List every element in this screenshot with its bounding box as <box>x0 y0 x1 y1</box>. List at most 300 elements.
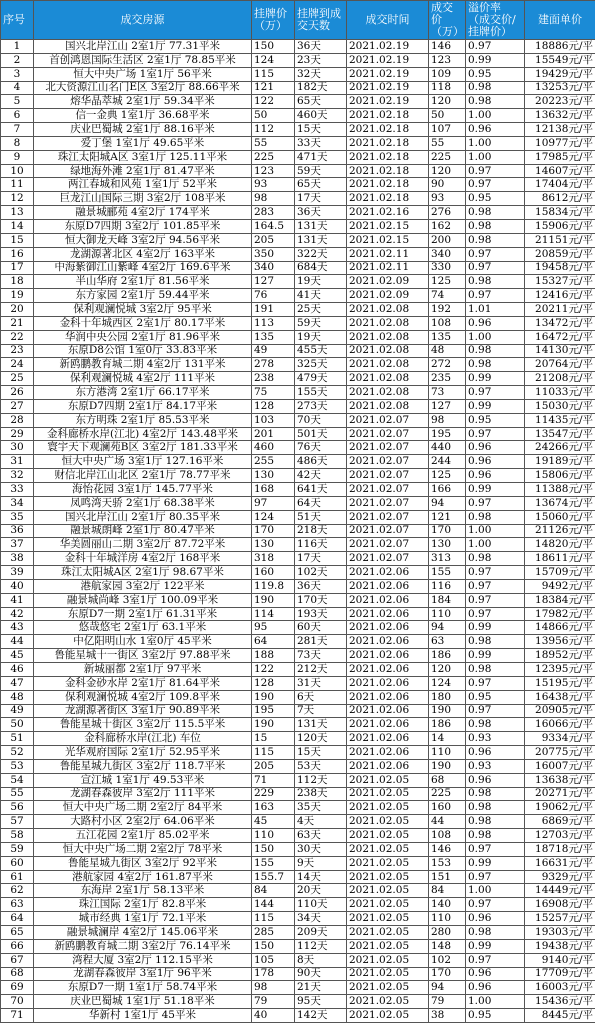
list-price-cell: 71 <box>252 773 295 787</box>
list-price-cell: 127 <box>252 275 295 289</box>
days-cell: 42天 <box>295 469 347 483</box>
deal-date-cell: 2021.02.05 <box>347 939 429 953</box>
deal-date-cell: 2021.02.06 <box>347 635 429 649</box>
deal-price-cell: 94 <box>429 621 466 635</box>
premium-rate-cell: 0.98 <box>466 829 525 843</box>
deal-date-cell: 2021.02.15 <box>347 233 429 247</box>
deal-price-cell: 160 <box>429 801 466 815</box>
deal-price-cell: 94 <box>429 496 466 510</box>
row-index-cell: 58 <box>1 829 34 843</box>
table-row <box>1 524 595 538</box>
list-price-cell: 350 <box>252 247 295 261</box>
days-cell: 120天 <box>295 732 347 746</box>
days-cell: 131天 <box>295 718 347 732</box>
listing-cell: 东方港湾 2室1厅 66.17平米 <box>34 386 252 400</box>
deal-date-cell: 2021.02.05 <box>347 815 429 829</box>
unit-price-cell: 17985元/平 <box>525 150 595 164</box>
premium-rate-cell: 0.95 <box>466 67 525 81</box>
listing-cell: 海怡花园 3室1厅 145.77平米 <box>34 483 252 497</box>
table-row <box>1 690 595 704</box>
table-row <box>1 399 595 413</box>
unit-price-cell: 8612元/平 <box>525 192 595 206</box>
deal-date-cell: 2021.02.18 <box>347 109 429 123</box>
row-index-cell: 14 <box>1 219 34 233</box>
list-price-cell: 155 <box>252 856 295 870</box>
deal-date-cell: 2021.02.05 <box>347 773 429 787</box>
days-cell: 218天 <box>295 524 347 538</box>
deal-date-cell: 2021.02.06 <box>347 732 429 746</box>
table-row <box>1 815 595 829</box>
deal-price-cell: 125 <box>429 275 466 289</box>
deal-price-cell: 130 <box>429 538 466 552</box>
premium-rate-cell: 0.95 <box>466 192 525 206</box>
list-price-cell: 112 <box>252 123 295 137</box>
list-price-cell: 122 <box>252 95 295 109</box>
deal-date-cell: 2021.02.06 <box>347 690 429 704</box>
deal-price-cell: 120 <box>429 662 466 676</box>
table-body <box>1 40 595 1023</box>
table-row <box>1 81 595 95</box>
row-index-cell: 68 <box>1 967 34 981</box>
list-price-cell: 79 <box>252 995 295 1009</box>
premium-rate-cell: 0.98 <box>466 344 525 358</box>
days-cell: 65天 <box>295 178 347 192</box>
deal-date-cell: 2021.02.18 <box>347 123 429 137</box>
days-cell: 641天 <box>295 483 347 497</box>
list-price-cell: 55 <box>252 136 295 150</box>
listing-cell: 庆业巴蜀城 1室1厅 51.18平米 <box>34 995 252 1009</box>
unit-price-cell: 15195元/平 <box>525 676 595 690</box>
listing-cell: 东海岸 2室1厅 58.13平米 <box>34 884 252 898</box>
deal-price-cell: 276 <box>429 206 466 220</box>
list-price-cell: 160 <box>252 566 295 580</box>
premium-rate-cell: 0.96 <box>466 912 525 926</box>
deal-date-cell: 2021.02.07 <box>347 552 429 566</box>
table-row <box>1 995 595 1009</box>
unit-price-cell: 9140元/平 <box>525 953 595 967</box>
table-row <box>1 676 595 690</box>
listing-cell: 保利观澜悦城 4室2厅 109.8平米 <box>34 690 252 704</box>
table-row <box>1 773 595 787</box>
premium-rate-cell: 0.97 <box>466 593 525 607</box>
listing-cell: 鲁能星城十街区 3室2厅 115.5平米 <box>34 718 252 732</box>
listing-cell: 新鸥鹏教育城二期 3室2厅 76.14平米 <box>34 939 252 953</box>
list-price-cell: 75 <box>252 386 295 400</box>
table-row <box>1 164 595 178</box>
list-price-cell: 191 <box>252 303 295 317</box>
days-cell: 65天 <box>295 95 347 109</box>
deal-date-cell: 2021.02.19 <box>347 53 429 67</box>
listing-cell: 中海紫御江山紫峰 4室2厅 169.6平米 <box>34 261 252 275</box>
unit-price-cell: 20223元/平 <box>525 95 595 109</box>
list-price-cell: 40 <box>252 1009 295 1023</box>
unit-price-cell: 15436元/平 <box>525 995 595 1009</box>
listing-cell: 融景城朗峰 2室1厅 80.47平米 <box>34 524 252 538</box>
deal-price-cell: 190 <box>429 704 466 718</box>
days-cell: 15天 <box>295 123 347 137</box>
days-cell: 142天 <box>295 1009 347 1023</box>
premium-rate-cell: 0.97 <box>466 289 525 303</box>
deal-date-cell: 2021.02.05 <box>347 1009 429 1023</box>
table-row <box>1 787 595 801</box>
days-cell: 112天 <box>295 939 347 953</box>
unit-price-cell: 18384元/平 <box>525 593 595 607</box>
table-row <box>1 40 595 54</box>
unit-price-cell: 16438元/平 <box>525 690 595 704</box>
deal-date-cell: 2021.02.06 <box>347 746 429 760</box>
premium-rate-cell: 0.97 <box>466 566 525 580</box>
premium-rate-cell: 0.99 <box>466 856 525 870</box>
table-row <box>1 552 595 566</box>
header-row <box>1 1 595 40</box>
listing-cell: 城市经典 1室1厅 72.1平米 <box>34 912 252 926</box>
unit-price-cell: 17982元/平 <box>525 607 595 621</box>
unit-price-cell: 8445元/平 <box>525 1009 595 1023</box>
days-cell: 70天 <box>295 413 347 427</box>
days-cell: 479天 <box>295 372 347 386</box>
table-row <box>1 275 595 289</box>
table-row <box>1 413 595 427</box>
unit-price-cell: 11435元/平 <box>525 413 595 427</box>
list-price-cell: 195 <box>252 704 295 718</box>
list-price-cell: 115 <box>252 912 295 926</box>
deal-date-cell: 2021.02.06 <box>347 718 429 732</box>
row-index-cell: 50 <box>1 718 34 732</box>
premium-rate-cell: 1.00 <box>466 330 525 344</box>
deal-price-cell: 135 <box>429 330 466 344</box>
days-cell: 14天 <box>295 870 347 884</box>
days-cell: 59天 <box>295 164 347 178</box>
table-row <box>1 53 595 67</box>
deal-price-cell: 55 <box>429 136 466 150</box>
deal-date-cell: 2021.02.11 <box>347 247 429 261</box>
list-price-cell: 201 <box>252 427 295 441</box>
row-index-cell: 61 <box>1 870 34 884</box>
listing-cell: 金科十年城洋房 4室2厅 168平米 <box>34 552 252 566</box>
deal-date-cell: 2021.02.18 <box>347 150 429 164</box>
days-cell: 15天 <box>295 746 347 760</box>
unit-price-cell: 19303元/平 <box>525 926 595 940</box>
days-cell: 36天 <box>295 206 347 220</box>
unit-price-cell: 15549元/平 <box>525 53 595 67</box>
table-row <box>1 441 595 455</box>
deal-price-cell: 94 <box>429 981 466 995</box>
table-row <box>1 372 595 386</box>
premium-rate-cell: 0.97 <box>466 261 525 275</box>
days-cell: 31天 <box>295 676 347 690</box>
table-row <box>1 856 595 870</box>
days-cell: 19天 <box>295 275 347 289</box>
table-row <box>1 192 595 206</box>
days-cell: 112天 <box>295 773 347 787</box>
days-cell: 36天 <box>295 579 347 593</box>
deal-date-cell: 2021.02.06 <box>347 759 429 773</box>
row-index-cell: 52 <box>1 746 34 760</box>
table-row <box>1 427 595 441</box>
unit-price-cell: 16472元/平 <box>525 330 595 344</box>
premium-rate-cell: 0.98 <box>466 358 525 372</box>
days-cell: 455天 <box>295 344 347 358</box>
premium-rate-cell: 1.00 <box>466 150 525 164</box>
deal-date-cell: 2021.02.05 <box>347 842 429 856</box>
row-index-cell: 16 <box>1 247 34 261</box>
deal-date-cell: 2021.02.07 <box>347 524 429 538</box>
table-row <box>1 219 595 233</box>
deal-date-cell: 2021.02.09 <box>347 289 429 303</box>
deal-price-cell: 38 <box>429 1009 466 1023</box>
listing-cell: 龙湖春森彼岸 3室1厅 96平米 <box>34 967 252 981</box>
table-row <box>1 316 595 330</box>
row-index-cell: 53 <box>1 759 34 773</box>
row-index-cell: 1 <box>1 40 34 54</box>
unit-price-cell: 19438元/平 <box>525 939 595 953</box>
deal-price-cell: 170 <box>429 524 466 538</box>
row-index-cell: 48 <box>1 690 34 704</box>
listing-cell: 龙湖春森彼岸 3室2厅 111平米 <box>34 787 252 801</box>
deal-date-cell: 2021.02.05 <box>347 870 429 884</box>
days-cell: 281天 <box>295 635 347 649</box>
row-index-cell: 19 <box>1 289 34 303</box>
list-price-cell: 318 <box>252 552 295 566</box>
unit-price-cell: 18718元/平 <box>525 842 595 856</box>
row-index-cell: 10 <box>1 164 34 178</box>
list-price-cell: 98 <box>252 981 295 995</box>
deal-price-cell: 166 <box>429 483 466 497</box>
row-index-cell: 18 <box>1 275 34 289</box>
listing-cell: 金科金砂水岸 2室1厅 81.64平米 <box>34 676 252 690</box>
row-index-cell: 27 <box>1 399 34 413</box>
premium-rate-cell: 1.00 <box>466 884 525 898</box>
premium-rate-cell: 0.97 <box>466 704 525 718</box>
days-cell: 209天 <box>295 926 347 940</box>
premium-rate-cell: 0.99 <box>466 53 525 67</box>
listing-cell: 巨龙江山国际三期 3室2厅 108平米 <box>34 192 252 206</box>
premium-rate-cell: 0.93 <box>466 759 525 773</box>
list-price-cell: 135 <box>252 330 295 344</box>
header-unit-price: 建面单价 <box>525 1 595 40</box>
listing-cell: 新鸥鹏教育城二期 4室2厅 131平米 <box>34 358 252 372</box>
unit-price-cell: 13674元/平 <box>525 496 595 510</box>
row-index-cell: 24 <box>1 358 34 372</box>
list-price-cell: 225 <box>252 150 295 164</box>
deal-price-cell: 330 <box>429 261 466 275</box>
deal-date-cell: 2021.02.05 <box>347 953 429 967</box>
premium-rate-cell: 0.97 <box>466 676 525 690</box>
listing-cell: 华新村 1室1厅 45平米 <box>34 1009 252 1023</box>
deal-date-cell: 2021.02.08 <box>347 330 429 344</box>
row-index-cell: 41 <box>1 593 34 607</box>
unit-price-cell: 15709元/平 <box>525 566 595 580</box>
premium-rate-cell: 1.00 <box>466 136 525 150</box>
table-row <box>1 95 595 109</box>
listing-cell: 鲁能星城九街区 3室2厅 118.7平米 <box>34 759 252 773</box>
listing-cell: 鲁能星城十一街区 3室2厅 97.88平米 <box>34 649 252 663</box>
deal-price-cell: 140 <box>429 898 466 912</box>
listing-cell: 湾程大厦 3室2厅 112.15平米 <box>34 953 252 967</box>
table-row <box>1 233 595 247</box>
list-price-cell: 168 <box>252 483 295 497</box>
days-cell: 90天 <box>295 967 347 981</box>
table-row <box>1 386 595 400</box>
premium-rate-cell: 0.99 <box>466 483 525 497</box>
unit-price-cell: 19458元/平 <box>525 261 595 275</box>
deal-price-cell: 118 <box>429 81 466 95</box>
list-price-cell: 190 <box>252 718 295 732</box>
row-index-cell: 20 <box>1 303 34 317</box>
table-row <box>1 621 595 635</box>
table-row <box>1 344 595 358</box>
row-index-cell: 22 <box>1 330 34 344</box>
list-price-cell: 170 <box>252 524 295 538</box>
list-price-cell: 150 <box>252 40 295 54</box>
days-cell: 9天 <box>295 856 347 870</box>
deal-date-cell: 2021.02.07 <box>347 510 429 524</box>
deal-date-cell: 2021.02.05 <box>347 967 429 981</box>
table-row <box>1 123 595 137</box>
premium-rate-cell: 0.97 <box>466 898 525 912</box>
days-cell: 76天 <box>295 441 347 455</box>
deal-price-cell: 155 <box>429 566 466 580</box>
deal-date-cell: 2021.02.05 <box>347 884 429 898</box>
listing-cell: 东原D7四期 2室1厅 84.17平米 <box>34 399 252 413</box>
listing-cell: 首创鸿恩国际生活区 2室1厅 78.85平米 <box>34 53 252 67</box>
days-cell: 63天 <box>295 829 347 843</box>
listing-cell: 华美圆丽山二期 3室2厅 87.72平米 <box>34 538 252 552</box>
deal-date-cell: 2021.02.08 <box>347 358 429 372</box>
days-cell: 4天 <box>295 815 347 829</box>
listing-cell: 财信北岸江山北区 2室1厅 78.77平米 <box>34 469 252 483</box>
listing-cell: 绿地海外滩 2室1厅 81.47平米 <box>34 164 252 178</box>
deal-date-cell: 2021.02.05 <box>347 898 429 912</box>
list-price-cell: 190 <box>252 593 295 607</box>
list-price-cell: 124 <box>252 53 295 67</box>
list-price-cell: 76 <box>252 289 295 303</box>
header-deal-price: 成交价（万） <box>429 1 466 40</box>
table-row <box>1 538 595 552</box>
listing-cell: 东原D7一期 2室1厅 61.31平米 <box>34 607 252 621</box>
premium-rate-cell: 0.95 <box>466 413 525 427</box>
table-row <box>1 829 595 843</box>
table-row <box>1 635 595 649</box>
list-price-cell: 128 <box>252 676 295 690</box>
unit-price-cell: 15327元/平 <box>525 275 595 289</box>
list-price-cell: 15 <box>252 732 295 746</box>
premium-rate-cell: 0.96 <box>466 469 525 483</box>
row-index-cell: 36 <box>1 524 34 538</box>
unit-price-cell: 19062元/平 <box>525 801 595 815</box>
days-cell: 110天 <box>295 898 347 912</box>
unit-price-cell: 20859元/平 <box>525 247 595 261</box>
unit-price-cell: 15257元/平 <box>525 912 595 926</box>
row-index-cell: 32 <box>1 469 34 483</box>
deal-date-cell: 2021.02.08 <box>347 386 429 400</box>
days-cell: 325天 <box>295 358 347 372</box>
row-index-cell: 7 <box>1 123 34 137</box>
deal-price-cell: 162 <box>429 219 466 233</box>
days-cell: 20天 <box>295 884 347 898</box>
listing-cell: 金科十年城西区 2室1厅 80.17平米 <box>34 316 252 330</box>
deal-price-cell: 192 <box>429 303 466 317</box>
deal-price-cell: 440 <box>429 441 466 455</box>
deal-date-cell: 2021.02.05 <box>347 856 429 870</box>
table-row <box>1 136 595 150</box>
deal-date-cell: 2021.02.19 <box>347 81 429 95</box>
days-cell: 322天 <box>295 247 347 261</box>
unit-price-cell: 13956元/平 <box>525 635 595 649</box>
row-index-cell: 23 <box>1 344 34 358</box>
table-row <box>1 746 595 760</box>
premium-rate-cell: 0.96 <box>466 773 525 787</box>
listing-cell: 恒大中央广场二期 2室2厅 78平米 <box>34 842 252 856</box>
row-index-cell: 44 <box>1 635 34 649</box>
unit-price-cell: 12416元/平 <box>525 289 595 303</box>
table-row <box>1 939 595 953</box>
premium-rate-cell: 0.97 <box>466 247 525 261</box>
listing-cell: 珠江太阳城A区 3室1厅 125.11平米 <box>34 150 252 164</box>
row-index-cell: 21 <box>1 316 34 330</box>
table-row <box>1 1009 595 1023</box>
unit-price-cell: 14130元/平 <box>525 344 595 358</box>
deal-date-cell: 2021.02.09 <box>347 275 429 289</box>
premium-rate-cell: 0.96 <box>466 316 525 330</box>
premium-rate-cell: 0.97 <box>466 178 525 192</box>
listing-cell: 融景城澜岸 4室2厅 145.06平米 <box>34 926 252 940</box>
deal-date-cell: 2021.02.16 <box>347 206 429 220</box>
table-row <box>1 483 595 497</box>
deal-date-cell: 2021.02.18 <box>347 192 429 206</box>
list-price-cell: 278 <box>252 358 295 372</box>
days-cell: 471天 <box>295 150 347 164</box>
days-cell: 6天 <box>295 690 347 704</box>
row-index-cell: 63 <box>1 898 34 912</box>
listing-cell: 港航家园 4室2厅 161.87平米 <box>34 870 252 884</box>
premium-rate-cell: 0.97 <box>466 40 525 54</box>
deal-date-cell: 2021.02.07 <box>347 496 429 510</box>
list-price-cell: 115 <box>252 67 295 81</box>
row-index-cell: 65 <box>1 926 34 940</box>
unit-price-cell: 15906元/平 <box>525 219 595 233</box>
row-index-cell: 66 <box>1 939 34 953</box>
deal-price-cell: 123 <box>429 53 466 67</box>
deal-price-cell: 109 <box>429 67 466 81</box>
unit-price-cell: 20271元/平 <box>525 787 595 801</box>
unit-price-cell: 12138元/平 <box>525 123 595 137</box>
unit-price-cell: 21126元/平 <box>525 524 595 538</box>
days-cell: 35天 <box>295 801 347 815</box>
unit-price-cell: 6869元/平 <box>525 815 595 829</box>
list-price-cell: 110 <box>252 829 295 843</box>
premium-rate-cell: 0.97 <box>466 427 525 441</box>
table-row <box>1 178 595 192</box>
list-price-cell: 124 <box>252 510 295 524</box>
listing-cell: 光华观府国际 2室1厅 52.95平米 <box>34 746 252 760</box>
listing-cell: 爱丁堡 1室1厅 49.65平米 <box>34 136 252 150</box>
row-index-cell: 45 <box>1 649 34 663</box>
deal-price-cell: 184 <box>429 593 466 607</box>
table-row <box>1 150 595 164</box>
deal-price-cell: 148 <box>429 939 466 953</box>
premium-rate-cell: 0.99 <box>466 649 525 663</box>
deal-price-cell: 90 <box>429 178 466 192</box>
deal-date-cell: 2021.02.18 <box>347 178 429 192</box>
unit-price-cell: 16908元/平 <box>525 898 595 912</box>
table-row <box>1 759 595 773</box>
deal-price-cell: 110 <box>429 607 466 621</box>
table-row <box>1 912 595 926</box>
days-cell: 131天 <box>295 233 347 247</box>
table-row <box>1 718 595 732</box>
days-cell: 501天 <box>295 427 347 441</box>
